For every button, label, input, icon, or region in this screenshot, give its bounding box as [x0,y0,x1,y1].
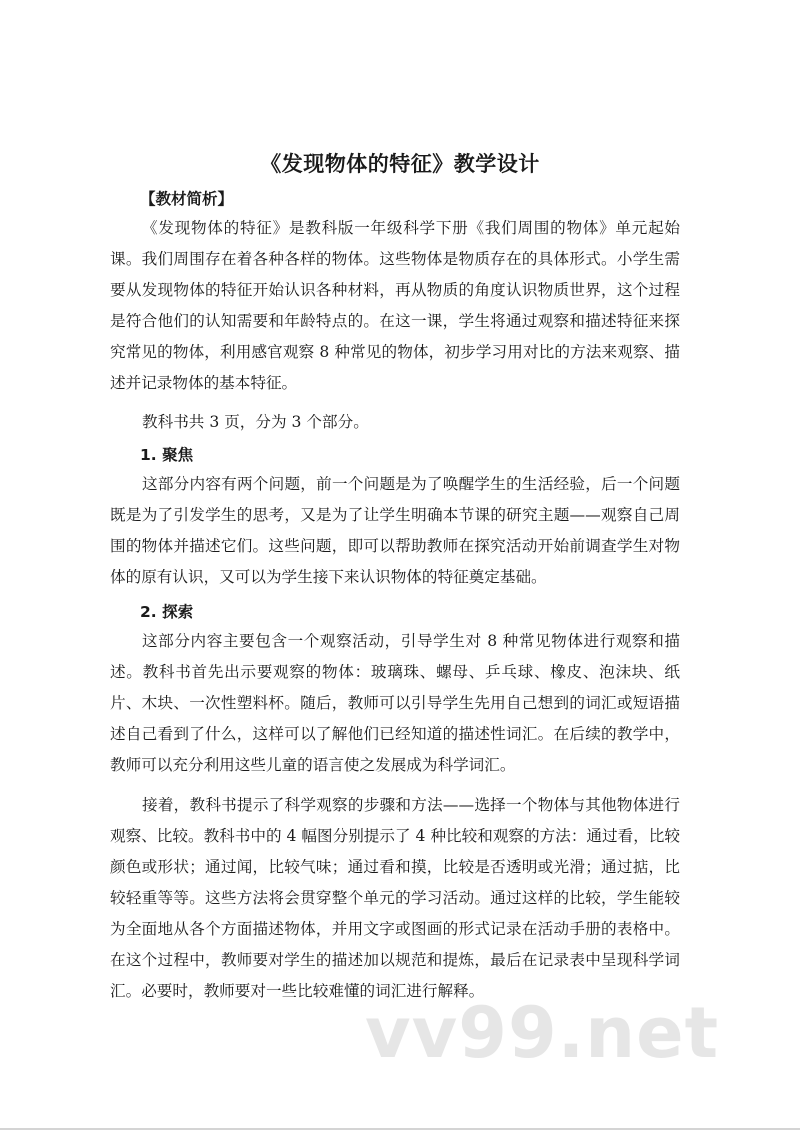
part1-heading: 1. 聚焦 [140,446,194,464]
section-heading-textbook-analysis: 【教材简析】 [140,190,234,208]
part2-paragraph-observation: 这部分内容主要包含一个观察活动，引导学生对 8 种常见物体进行观察和描述。教科书首先出示要观察的物体：玻璃珠、螺母、乒乓球、橡皮、泡沫块、纸片、木块、一次性塑料杯。随后，教师可以引导学生先用自己想到的词汇或短语描述自己看到了什么，这样可以了解他们已经知道的描述性词汇。在后续的教学中，教师可以充分利用这些儿童的语言使之发展成为科学词汇。 [110,632,680,774]
watermark-logo: vv99.net [365,992,720,1074]
part2-paragraph-methods: 接着，教科书提示了科学观察的步骤和方法——选择一个物体与其他物体进行观察、比较。教科书中的 4 幅图分别提示了 4 种比较和观察的方法：通过看，比较颜色或形状；通过闻，比较气味；通过看和摸，比较是否透明或光滑；通过掂，比较轻重等等。这些方法将会贯穿整个单元的学习活动。通过这样的比较，学生能较为全面地从各个方面描述物体，并用文字或图画的形式记录在活动手册的表格中。在这个过程中，教师要对学生的描述加以规范和提炼，最后在记录表中呈现科学词汇。必要时，教师要对一些比较难懂的词汇进行解释。 [110,796,680,1000]
intro-paragraph: 《发现物体的特征》是教科版一年级科学下册《我们周围的物体》单元起始课。我们周围存在着各种各样的物体。这些物体是物质存在的具体形式。小学生需要从发现物体的特征开始认识各种材料，再从物质的角度认识物质世界，这个过程是符合他们的认知需要和年龄特点的。在这一课，学生将通过观察和描述特征来探究常见的物体，利用感官观察 8 种常见的物体，初步学习用对比的方法来观察、描述并记录物体的基本特征。 [110,219,680,392]
part2-heading: 2. 探索 [140,603,194,621]
document-title: 《发现物体的特征》教学设计 [260,152,540,176]
part1-paragraph: 这部分内容有两个问题，前一个问题是为了唤醒学生的生活经验，后一个问题既是为了引发学生的思考，又是为了让学生明确本节课的研究主题——观察自己周围的物体并描述它们。这些问题，即可以帮助教师在探究活动开始前调查学生对物体的原有认识，又可以为学生接下来认识物体的特征奠定基础。 [110,475,680,586]
pages-summary-paragraph: 教科书共 3 页，分为 3 个部分。 [142,413,369,431]
page-bottom-divider [0,1128,800,1130]
